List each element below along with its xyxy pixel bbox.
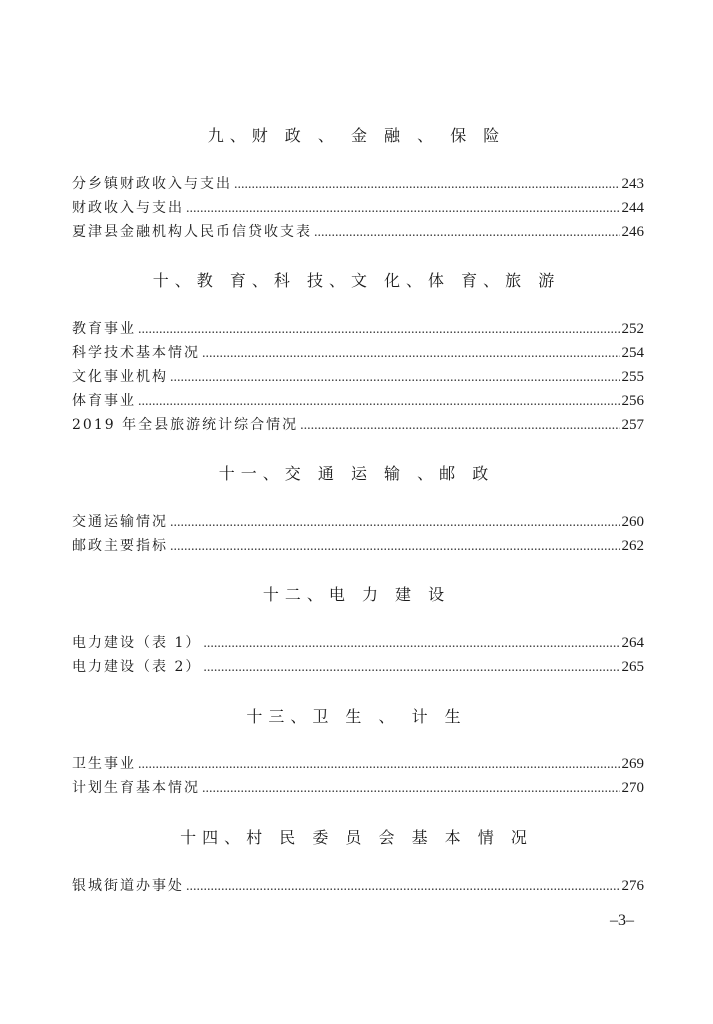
toc-entry[interactable]	[72, 535, 644, 557]
toc-entry-label: 邮政主要指标	[72, 538, 168, 554]
toc-entry-label: 财政收入与支出	[72, 200, 184, 216]
toc-entry[interactable]	[72, 875, 644, 897]
toc-entry-page: 276	[621, 878, 644, 894]
toc-leader-dots	[203, 657, 619, 679]
toc-leader-dots	[314, 222, 620, 244]
page-number: –3–	[610, 912, 634, 929]
toc-entry-page: 244	[621, 200, 644, 216]
toc-entry[interactable]	[72, 197, 644, 219]
toc-leader-dots	[138, 391, 620, 413]
toc-entry-page: 246	[621, 224, 644, 240]
toc-entry[interactable]	[72, 342, 644, 364]
section-title-village-committees: 十四、村 民 委 员 会 基 本 情 况	[180, 828, 533, 847]
toc-entry-label: 体育事业	[72, 393, 136, 409]
toc-entry[interactable]	[72, 777, 644, 799]
toc-entry[interactable]	[72, 632, 644, 654]
toc-entry-label: 卫生事业	[72, 756, 136, 772]
toc-leader-dots	[203, 633, 619, 655]
toc-entry-label: 文化事业机构	[72, 369, 168, 385]
toc-leader-dots	[170, 536, 620, 558]
toc-entry[interactable]	[72, 656, 644, 678]
section-title-electric-power: 十二、电 力 建 设	[262, 585, 451, 604]
toc-entry-label: 计划生育基本情况	[72, 780, 200, 796]
toc-entry-page: 265	[621, 659, 644, 675]
toc-leader-dots	[300, 415, 619, 437]
toc-entry[interactable]	[72, 753, 644, 775]
toc-entry-page: 270	[621, 780, 644, 796]
toc-entry[interactable]	[72, 414, 644, 436]
toc-leader-dots	[234, 174, 620, 196]
toc-leader-dots	[138, 754, 620, 776]
toc-entry-page: 256	[621, 393, 644, 409]
toc-entry-page: 254	[621, 345, 644, 361]
toc-entry[interactable]	[72, 221, 644, 243]
toc-entry-page: 243	[621, 176, 644, 192]
toc-entry-label: 银城街道办事处	[72, 878, 184, 894]
toc-leader-dots	[186, 876, 620, 898]
toc-leader-dots	[170, 512, 620, 534]
toc-entry-page: 255	[621, 369, 644, 385]
toc-entry-label: 电力建设（表 1）	[72, 635, 202, 651]
toc-entry-page: 260	[621, 514, 644, 530]
toc-entry-label: 2019 年全县旅游统计综合情况	[72, 417, 299, 433]
toc-leader-dots	[202, 343, 620, 365]
toc-entry-label: 夏津县金融机构人民币信贷收支表	[72, 224, 312, 240]
toc-entry-page: 257	[621, 417, 644, 433]
toc-entry-label: 电力建设（表 2）	[72, 659, 202, 675]
toc-entry[interactable]	[72, 318, 644, 340]
section-title-finance: 九、财 政 、 金 融 、 保 险	[207, 126, 506, 145]
toc-leader-dots	[170, 367, 620, 389]
section-title-health: 十三、卫 生 、 计 生	[246, 707, 467, 726]
toc-entry-label: 教育事业	[72, 321, 136, 337]
toc-entry[interactable]	[72, 390, 644, 412]
toc-leader-dots	[138, 319, 620, 341]
toc-entry[interactable]	[72, 366, 644, 388]
toc-entry-label: 分乡镇财政收入与支出	[72, 176, 232, 192]
toc-leader-dots	[202, 778, 620, 800]
toc-entry[interactable]	[72, 173, 644, 195]
toc-entry[interactable]	[72, 511, 644, 533]
toc-entry-page: 252	[621, 321, 644, 337]
toc-entry-page: 264	[621, 635, 644, 651]
toc-entry-label: 科学技术基本情况	[72, 345, 200, 361]
section-title-transport: 十一、交 通 运 输 、邮 政	[218, 464, 495, 483]
toc-entry-page: 269	[621, 756, 644, 772]
toc-entry-page: 262	[621, 538, 644, 554]
section-title-education: 十、教 育、科 技、文 化、体 育、旅 游	[152, 271, 561, 290]
toc-entry-label: 交通运输情况	[72, 514, 168, 530]
toc-leader-dots	[186, 198, 620, 220]
